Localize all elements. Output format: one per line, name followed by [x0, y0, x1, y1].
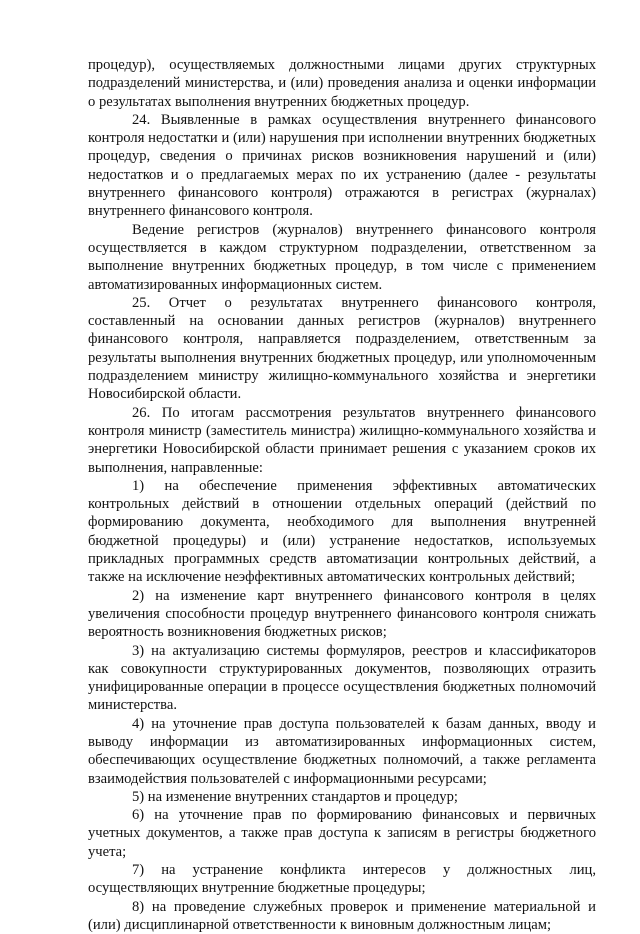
list-item-4: 4) на уточнение прав доступа пользователей к базам данных, вводу и выводу информации из автоматизированных информационных систем, обеспечивающих осуществление бюджетных полномочий, а также регламента взаимодействия пользователей с информационными ресурсами; — [88, 715, 596, 787]
paragraph-24: 24. Выявленные в рамках осуществления внутреннего финансового контроля недостатки и (или) нарушения при исполнении внутренних бюджетных процедур, сведения о причинах рисков возникновения нарушений и (или) недостатков и о предлагаемых мерах по их устранению (далее - результаты внутреннего финансового контроля) отражаются в регистрах (журналах) внутреннего финансового контроля. — [88, 111, 596, 220]
paragraph-25: 25. Отчет о результатах внутреннего финансового контроля, составленный на основании данных регистров (журналов) внутреннего финансового контроля, направляется подразделением, ответственным за результаты выполнения внутренних бюджетных процедур, или уполномоченным подразделением министру жилищно-коммунального хозяйства и энергетики Новосибирской области. — [88, 294, 596, 403]
list-item-7: 7) на устранение конфликта интересов у должностных лиц, осуществляющих внутренние бюджетные процедуры; — [88, 862, 596, 897]
paragraph-register-keeping: Ведение регистров (журналов) внутреннего финансового контроля осуществляется в каждом структурном подразделении, ответственном за выполнение внутренних бюджетных процедур, в том числе с применением автоматизированных информационных систем. — [88, 221, 596, 293]
document-page — [88, 56, 596, 934]
list-item-6: 6) на уточнение прав по формированию финансовых и первичных учетных документов, а также прав доступа к записям в регистры бюджетного учета; — [88, 807, 596, 860]
list-item-3: 3) на актуализацию системы формуляров, реестров и классификаторов как совокупности структурированных документов, позволяющих отразить унифицированные операции в процессе осуществления бюджетных полномочий министерства. — [88, 642, 596, 714]
list-item-2: 2) на изменение карт внутреннего финансового контроля в целях увеличения способности процедур внутреннего финансового контроля снижать вероятность возникновения бюджетных рисков; — [88, 587, 596, 641]
list-item-5: 5) на изменение внутренних стандартов и процедур; — [132, 788, 458, 805]
paragraph-continuation: процедур), осуществляемых должностными лицами других структурных подразделений министерства, и (или) проведения анализа и оценки информации о результатах выполнения внутренних бюджетных процедур. — [88, 57, 596, 110]
list-item-1: 1) на обеспечение применения эффективных автоматических контрольных действий в отношении отдельных операций (действий по формированию документа, необходимого для выполнения внутренней бюджетной процедуры) и (или) устранение недостатков, используемых прикладных программных средств автоматизации контрольных действий, а также на исключение неэффективных автоматических контрольных действий; — [88, 477, 596, 586]
paragraph-26: 26. По итогам рассмотрения результатов внутреннего финансового контроля министр (заместитель министра) жилищно-коммунального хозяйства и энергетики Новосибирской области принимает решения с указанием сроков их выполнения, направленные: — [88, 404, 596, 476]
list-item-8: 8) на проведение служебных проверок и применение материальной и (или) дисциплинарной ответственности к виновным должностным лицам; — [88, 898, 596, 933]
